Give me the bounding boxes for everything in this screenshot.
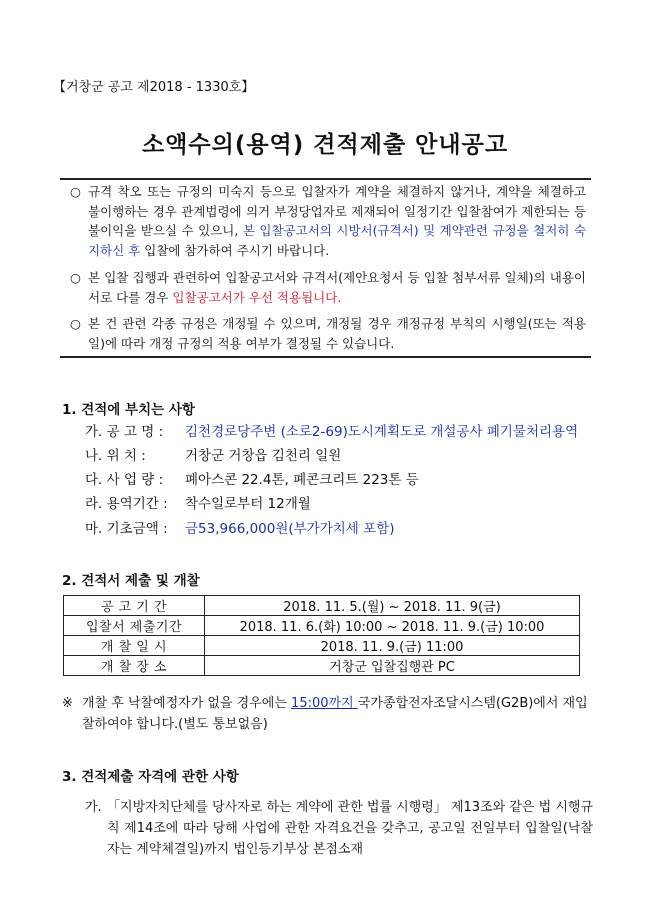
circle-bullet-icon: ○ [70,270,81,285]
table-row [64,616,580,636]
note-deadline: 15:00까지 [291,696,358,711]
info-row-quantity [85,468,419,488]
info-label: 나. 위 치 : [85,448,146,464]
note-text: 개찰 후 낙찰예정자가 없을 경우에는 [82,696,292,711]
info-label: 가. 공 고 명 : [85,424,164,440]
caution-text-end: 입찰에 참가하여 주시기 바랍니다. [140,242,330,258]
schedule-table [63,595,580,676]
table-cell: 2018. 11. 6.(화) 10:00 ~ 2018. 11. 9.(금) 10:00 [205,616,580,636]
table-header-cell: 개 찰 장 소 [64,656,205,676]
table-row [64,596,580,616]
caution-text: 본 건 관련 각종 규정은 개정될 수 있으며, 개정될 경우 개정규정 부칙의 시행일(또는 적용일)에 따라 개정 규정의 적용 여부가 결정될 수 있습니다. [88,316,586,351]
table-row [64,636,580,656]
table-cell: 2018. 11. 5.(월) ~ 2018. 11. 9(금) [205,596,580,616]
note-text-end: 국가종합전자조달시스템(G2B)에서 재입찰하여야 합니다.(별도 통보없음) [82,696,588,732]
info-row-name [85,420,578,440]
circle-bullet-icon: ○ [70,316,81,331]
info-value: 폐아스콘 22.4톤, 폐콘크리트 223톤 등 [185,472,419,488]
item-mark: 가. [85,800,102,815]
qualification-item [85,797,593,860]
caution-text: 규격 착오 또는 규정의 미숙지 등으로 입찰자가 계약을 체결하지 않거나, 계약을 체결하고 불이행하는 경우 관계법령에 의거 부정당업자로 제재되어 일정기간 입찰참여가 제한되는 등 불이익을 받으실 수 있으니, [88,184,586,238]
section-2-title: 2. 견적서 제출 및 개찰 [62,573,200,589]
table-cell: 2018. 11. 9.(금) 11:00 [205,636,580,656]
caution-item-1 [70,182,586,260]
info-label: 다. 사 업 량 : [85,472,164,488]
qualification-text: 「지방자치단체를 당사자로 하는 계약에 관한 법률 시행령」 제13조와 같은 법 시행규칙 제14조에 따라 당해 사업에 관한 자격요건을 갖추고, 공고일 전일부터 입찰일(낙찰자는 계약체결일)까지 법인등기부상 본점소재 [107,800,593,857]
info-value: 금53,966,000원(부가가치세 포함) [185,521,395,537]
caution-text: 본 입찰 집행과 관련하여 입찰공고서와 규격서(제안요청서 등 입찰 첨부서류 일체)의 내용이 서로 다를 경우 [88,270,586,305]
info-value: 착수일로부터 12개월 [185,496,311,512]
section-1-title: 1. 견적에 부치는 사항 [62,402,195,418]
info-label: 마. 기초금액 : [85,521,168,537]
table-cell: 거창군 입찰집행관 PC [205,656,580,676]
circle-bullet-icon: ○ [70,184,81,199]
table-header-cell: 공 고 기 간 [64,596,205,616]
caution-highlight-red: 입찰공고서가 우선 적용됩니다. [172,289,342,305]
table-row [64,656,580,676]
table-header-cell: 입찰서 제출기간 [64,616,205,636]
note-mark-icon: ※ [62,696,73,711]
page-title: 소액수의(용역) 견적제출 안내공고 [141,132,509,158]
section-3-title: 3. 견적제출 자격에 관한 사항 [62,769,239,785]
info-row-period [85,492,311,512]
info-row-base-amount [85,517,395,537]
caution-item-3 [70,314,586,353]
info-label: 라. 용역기간 : [85,496,168,512]
info-value: 김천경로당주변 (소로2-69)도시계획도로 개설공사 폐기물처리용역 [185,424,579,440]
info-value: 거창군 거창읍 김천리 일원 [185,448,342,464]
info-row-location [85,444,341,464]
caution-item-2 [70,268,586,307]
table-header-cell: 개 찰 일 시 [64,636,205,656]
rebid-note [62,693,592,735]
caution-highlight-blue: 본 입찰공고서의 시방서(규격서) 및 계약관련 규정을 철저히 숙지하신 후 [88,223,586,258]
notice-number: 【거창군 공고 제2018 - 1330호】 [53,80,255,95]
caution-box [60,178,591,358]
